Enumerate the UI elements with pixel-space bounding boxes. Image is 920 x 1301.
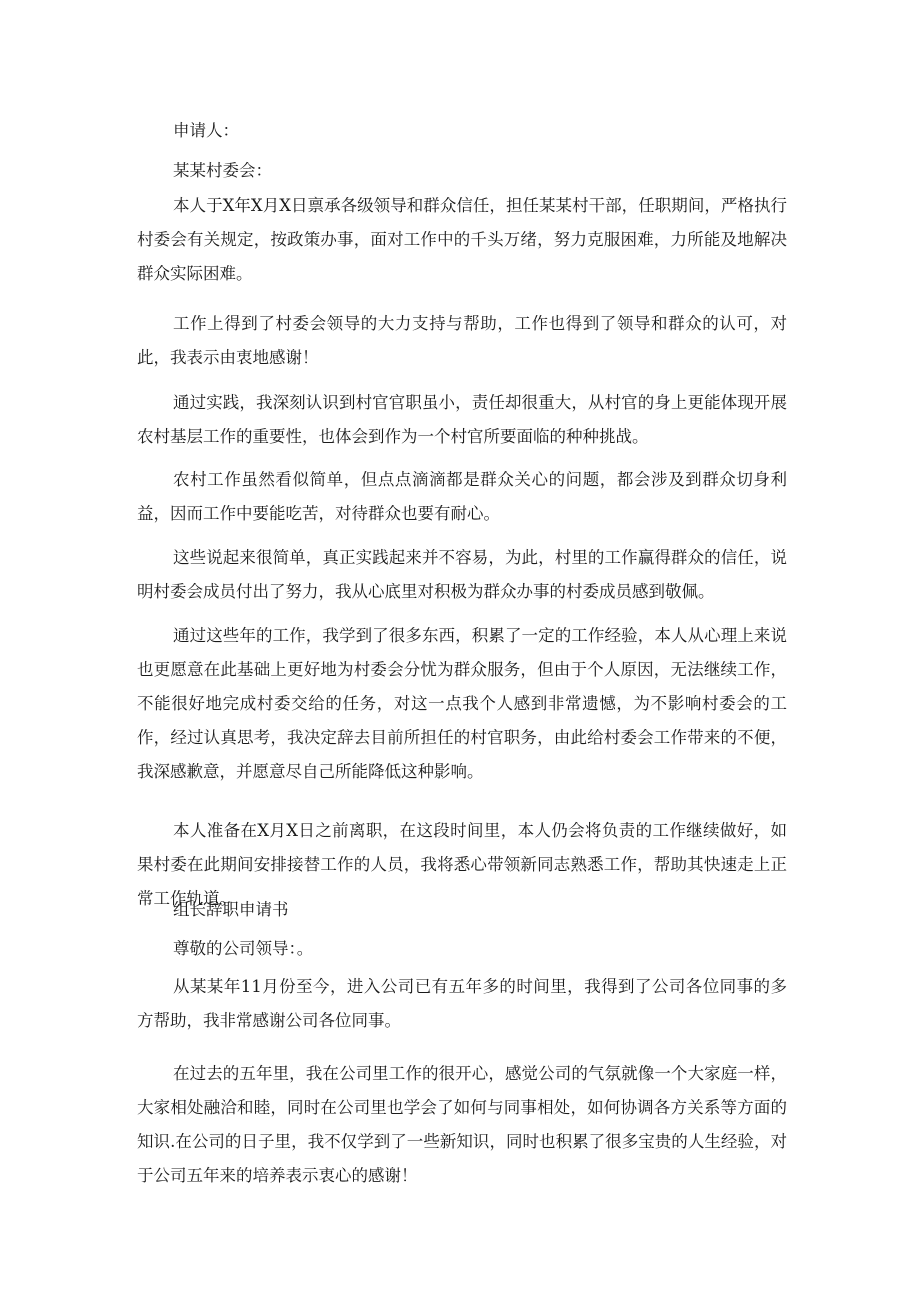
paragraph-resignation-reason: 通过这些年的工作，我学到了很多东西，积累了一定的工作经验，本人从心理上来说也更愿意在此基础上更好地为村委会分忧为群众服务，但由于个人原因，无法继续工作，不能很好地完成村委交给的任务，对这一点我个人感到非常遗憾，为不影响村委会的工作，经过认真思考，我决定辞去目前所担任的村官职务，由此给村委会工作带来的不便，我深感歉意，并愿意尽自己所能降低这种影响。 — [137, 626, 787, 781]
paragraph-trust: 这些说起来很简单，真正实践起来并不容易，为此，村里的工作赢得群众的信任，说明村委会成员付出了努力，我从心底里对积极为群众办事的村委成员感到敬佩。 — [137, 548, 787, 601]
paragraph-company-intro: 从某某年11月份至今，进入公司已有五年多的时间里，我得到了公司各位同事的多方帮助，我非常感谢公司各位同事。 — [137, 977, 787, 1030]
paragraph-handover: 本人准备在X月X日之前离职，在这段时间里，本人仍会将负责的工作继续做好，如果村委在此期间安排接替工作的人员，我将悉心带领新同志熟悉工作，帮助其快速走上正常工作轨道。 — [137, 821, 787, 908]
paragraph-company-thanks: 在过去的五年里，我在公司里工作的很开心，感觉公司的气氛就像一个大家庭一样，大家相处融洽和睦，同时在公司里也学会了如何与同事相处，如何协调各方关系等方面的知识.在公司的日子里，我不仅学到了一些新知识，同时也积累了很多宝贵的人生经验，对于公司五年来的培养表示衷心的感谢！ — [137, 1064, 787, 1185]
paragraph-gratitude: 工作上得到了村委会领导的大力支持与帮助，工作也得到了领导和群众的认可，对此，我表示由衷地感谢！ — [137, 314, 787, 367]
recipient-line: 某某村委会： — [173, 161, 272, 180]
paragraph-rural-work: 农村工作虽然看似简单，但点点滴滴都是群众关心的问题，都会涉及到群众切身利益，因而工作中要能吃苦，对待群众也要有耐心。 — [137, 470, 787, 523]
paragraph-practice: 通过实践，我深刻认识到村官官职虽小，责任却很重大，从村官的身上更能体现开展农村基层工作的重要性，也体会到作为一个村官所要面临的种种挑战。 — [137, 393, 787, 446]
section-title: 组长辞职申请书 — [173, 900, 289, 919]
paragraph-appointment: 本人于X年X月X日禀承各级领导和群众信任，担任某某村干部，任职期间，严格执行村委会有关规定，按政策办事，面对工作中的千头万绪，努力克服困难，力所能及地解决群众实际困难。 — [137, 196, 787, 283]
applicant-line: 申请人： — [173, 121, 239, 140]
salutation-line: 尊敬的公司领导：。 — [173, 939, 314, 958]
